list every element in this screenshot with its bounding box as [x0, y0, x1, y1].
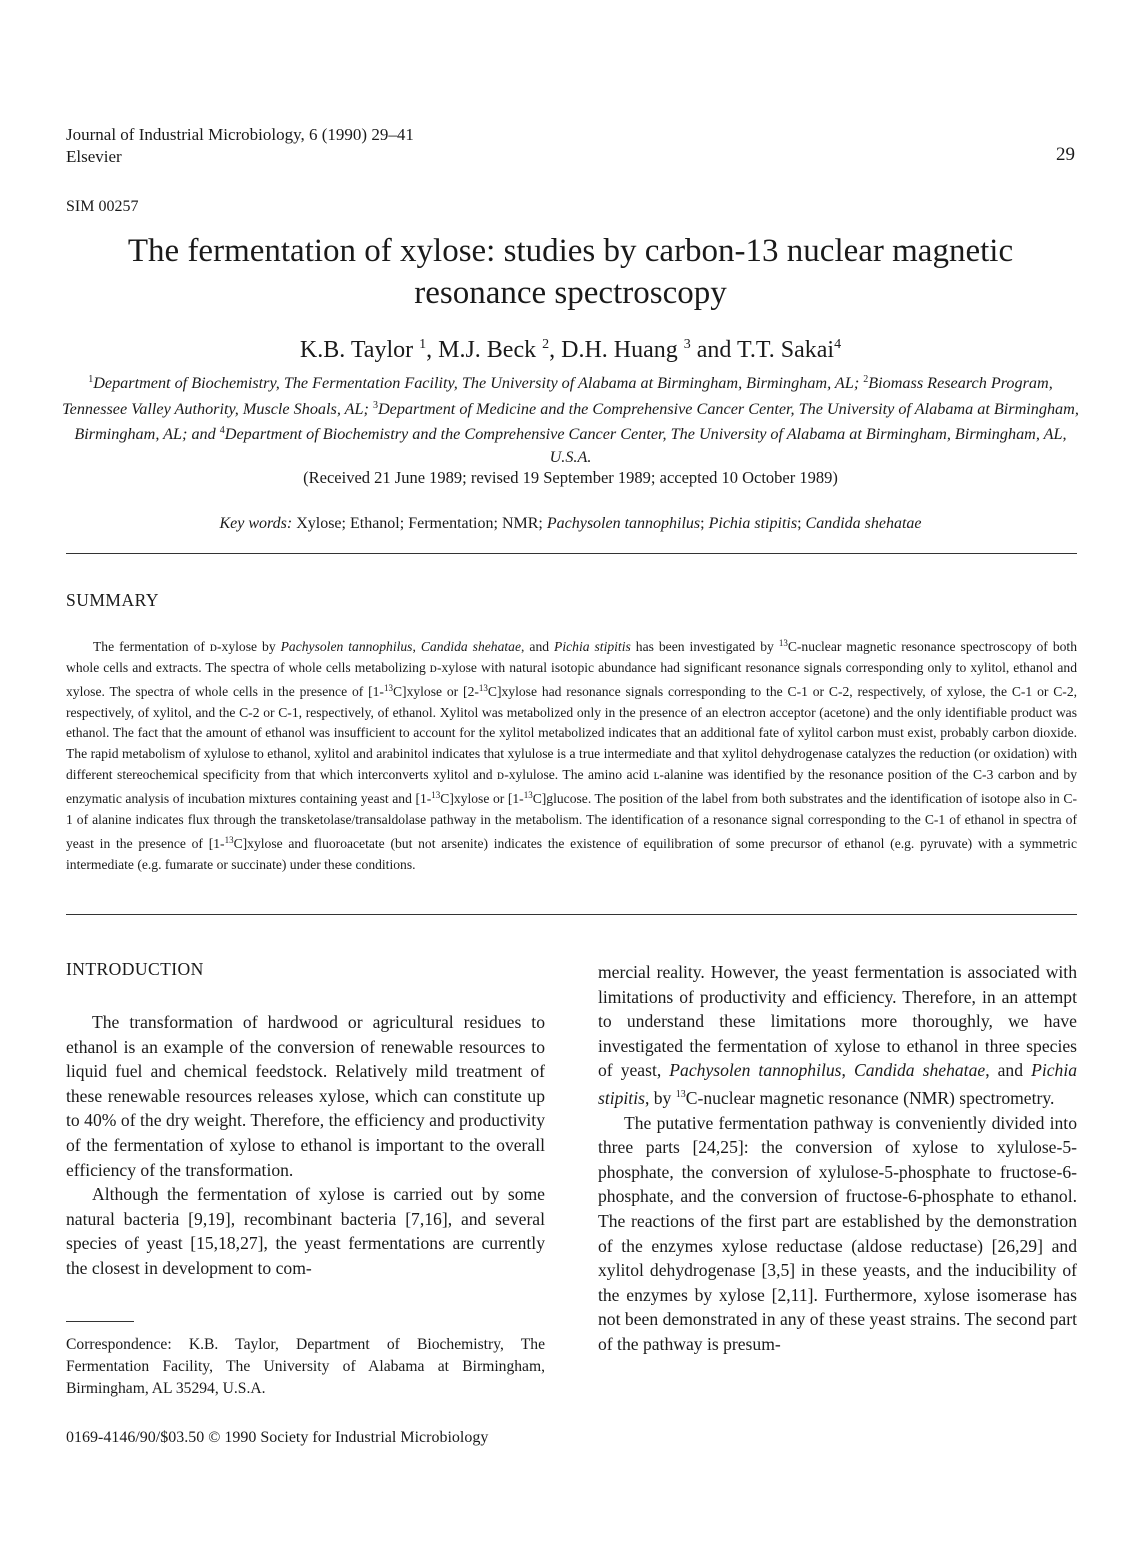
summary-part: C]xylose had resonance signals corresponding to the C-1 or C-2, respectively, of xylose, the C-1 or C-2, respectively, of xylitol, and the C-2 or C-1, respectively, of ethanol. Xylitol was metabolized only in the presence of an electron acceptor (acetone) and the only identifiable product was ethanol. The fact that the amount of ethanol was insufficient to account for the xylitol metabolized indicates that an additional fate of xylitol carbon must exist, probably carbon dioxide. The rapid metabolism of xylulose to ethanol, xylitol and arabinitol indicates that xylulose is a true intermediate and that xylitol dehydrogenase catalyzes the reduction (or oxidation) with different stereochemical specificity from that which interconverts xylitol and ᴅ-xylulose. The amino acid ʟ-alanine was identified by the resonance position of the C-3 carbon and by enzymatic analysis of incubation mixtures containing yeast and [1-	[66, 684, 1078, 807]
title-line-2: resonance spectroscopy	[414, 275, 727, 311]
intro-paragraph-2: Although the fermentation of xylose is carried out by some natural bacteria [9,19], recombinant bacteria [7,16], and several species of yeast [15,18,27], the yeast fermentations are currently the closest in development to com-	[66, 1184, 545, 1278]
page-number: 29	[1056, 144, 1075, 165]
journal-header	[66, 124, 414, 168]
divider-top	[66, 553, 1077, 554]
keyword-species-1: Pachysolen tannophilus	[546, 515, 701, 532]
summary-part: C-nuclear magnetic resonance spectroscopy of both whole cells and extracts. The spectra of whole cells metabolizing ᴅ-xylose with natural isotopic abundance had significant resonance signals corresponding only to xylitol, ethanol and xylose. The spectra of whole cells in the presence of [1-	[66, 639, 1077, 700]
keywords-plain: Xylose; Ethanol; Fermentation; NMR;	[296, 515, 543, 532]
intro-paragraph-1: The transformation of hardwood or agricultural residues to ethanol is an example of the conversion of renewable resources to liquid fuel and chemical feedstock. Relatively mild treatment of these renewable resources releases xylose, which can constitute up to 40% of the dry weight. Therefore, the efficiency and productivity of the fermentation of xylose to ethanol is important to the overall efficiency of the transformation.	[66, 1012, 545, 1180]
keywords-label: Key words:	[219, 515, 293, 532]
copyright-line: 0169-4146/90/$03.50 © 1990 Society for Industrial Microbiology	[66, 1429, 489, 1446]
author-3: D.H. Huang	[561, 337, 678, 363]
isotope-mark: 13	[675, 1088, 686, 1100]
affiliation-2: Biomass Research Program, Tennessee Valley Authority, Muscle Shoals, AL;	[62, 374, 1053, 418]
summary-part: C]xylose and fluoroacetate (but not arsenite) indicates the existence of equilibration of some precursor of ethanol (e.g. pyruvate) with a symmetric intermediate (e.g. fumarate or succinate) under these conditions.	[66, 836, 1077, 872]
title-line-1: The fermentation of xylose: studies by carbon-13 nuclear magnetic	[127, 233, 1014, 269]
correspondence-note: Correspondence: K.B. Taylor, Department of Biochemistry, The Fermentation Facility, The University of Alabama at Birmingham, Birmingham, AL 35294, U.S.A.	[66, 1336, 545, 1397]
summary-part: The fermentation of ᴅ-xylose by	[93, 639, 281, 654]
affiliation-2-mark: 2	[863, 374, 869, 385]
affiliation-4: Department of Biochemistry and the Comprehensive Cancer Center, The University of Alabama at Birmingham, Birmingham, AL, U.S.A.	[224, 425, 1067, 466]
summary-species: Candida shehatae	[420, 639, 522, 654]
intro-part: , by	[644, 1087, 676, 1108]
author-2: M.J. Beck	[438, 337, 537, 363]
intro-part: ,	[841, 1060, 854, 1081]
isotope-mark: 13	[431, 790, 441, 801]
left-column	[66, 1010, 545, 1281]
isotope-mark: 13	[478, 683, 488, 694]
article-title	[40, 230, 1101, 314]
summary-species: Pachysolen tannophilus	[280, 639, 413, 654]
sim-number: SIM 00257	[66, 198, 139, 215]
summary-text	[66, 633, 1077, 876]
summary-part: C]glucose. The position of the label from both substrates and the identification of isotope also in C-1 of alanine indicates flux through the transketolase/transaldolase pathway in the metabolism. The identification of a resonance signal corresponding to the C-1 of ethanol in spectra of yeast in the presence of [1-	[66, 791, 1077, 852]
affiliation-3-mark: 3	[372, 399, 378, 411]
intro-species: Pachysolen tannophilus	[669, 1060, 842, 1081]
right-column	[598, 960, 1077, 1357]
author-4-mark: 4	[834, 337, 842, 352]
keyword-species-3: Candida shehatae	[805, 515, 922, 532]
summary-species: Pichia stipitis	[554, 639, 631, 654]
intro-part: mercial reality. However, the yeast fermentation is associated with limitations of productivity and efficiency. Therefore, in an attempt to understand these limitations more thoroughly, we have investigated the fermentation of xylose to ethanol in three species of yeast,	[598, 962, 1077, 1081]
summary-part: ,	[412, 639, 421, 654]
author-1-mark: 1	[419, 337, 427, 352]
author-2-mark: 2	[542, 337, 550, 352]
intro-species: Pichia stipitis	[598, 1060, 1078, 1108]
affiliation-1-mark: 1	[88, 374, 94, 385]
author-list: K.B. Taylor $^1$, M.J. Beck $^2$, D.H. Huang $^3$ and T.T. Sakai$^4$	[299, 337, 842, 363]
affiliation-1: Department of Biochemistry, The Fermentation Facility, The University of Alabama at Birmingham, Birmingham, AL;	[93, 374, 860, 392]
intro-paragraph-4: The putative fermentation pathway is conveniently divided into three parts [24,25]: the conversion of xylose to xylulose-5-phosphate, the conversion of xylulose-5-phosphate to fructose-6-phosphate, and the conversion of fructose-6-phosphate to ethanol. The reactions of the first part are established by the demonstration of the enzymes xylose reductase (aldose reductase) [26,29] and xylitol dehydrogenase [3,5] in these yeasts, and the inducibility of the enzymes by xylose [2,11]. Furthermore, xylose isomerase has not been demonstrated in any of these yeast strains. The second part of the pathway is presum-	[598, 1112, 1077, 1354]
intro-part: , and	[985, 1060, 1032, 1081]
author-3-mark: 3	[683, 337, 691, 352]
summary-part: C]xylose or [1-	[440, 791, 524, 807]
divider-bottom	[66, 914, 1077, 915]
footnote-rule	[66, 1321, 134, 1322]
summary-part: , and	[521, 639, 555, 654]
intro-part: C-nuclear magnetic resonance (NMR) spectrometry.	[685, 1087, 1055, 1108]
intro-paragraph-3	[598, 960, 1077, 1111]
isotope-mark: 13	[523, 790, 533, 801]
publisher: Elsevier	[66, 147, 122, 166]
author-4: T.T. Sakai	[737, 337, 835, 363]
affiliation-3: Department of Medicine and the Comprehensive Cancer Center, The University of Alabama at Birmingham, Birmingham, AL; and	[74, 399, 1079, 443]
isotope-mark: 13	[383, 683, 393, 694]
journal-citation: Journal of Industrial Microbiology, 6 (1990) 29–41	[66, 125, 414, 144]
received-dates: (Received 21 June 1989; revised 19 September 1989; accepted 10 October 1989)	[303, 468, 838, 487]
author-1: K.B. Taylor	[299, 337, 414, 363]
keywords: Key words: Xylose; Ethanol; Fermentation; NMR; Pachysolen tannophilus; Pichia stipitis; Candida shehatae	[219, 515, 922, 532]
affiliation-4-mark: 4	[219, 425, 225, 436]
summary-part: has been investigated by	[630, 639, 779, 654]
introduction-heading: INTRODUCTION	[66, 959, 204, 979]
isotope-mark: 13	[778, 638, 788, 648]
intro-species: Candida shehatae	[853, 1060, 986, 1081]
keyword-species-2: Pichia stipitis	[708, 515, 798, 532]
summary-part: C]xylose or [2-	[392, 684, 479, 700]
affiliations	[62, 369, 1079, 468]
author-conjunction: and	[696, 337, 732, 363]
summary-heading: SUMMARY	[66, 590, 159, 610]
isotope-mark: 13	[224, 835, 234, 846]
